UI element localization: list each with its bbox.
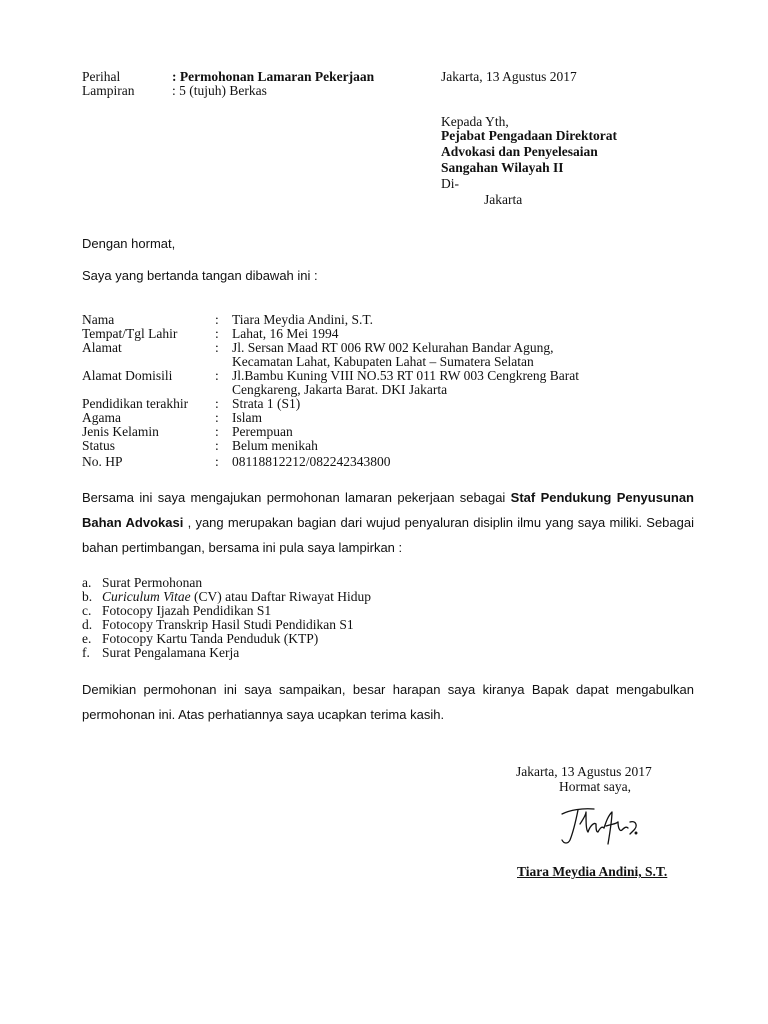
identity-value: Perempuan xyxy=(232,424,293,439)
identity-label: Jenis Kelamin xyxy=(82,424,159,439)
applied-position: Staf Pendukung Penyusunan Bahan Advokasi xyxy=(82,490,694,530)
identity-value: Jl. Sersan Maad RT 006 RW 002 Kelurahan Bandar Agung, xyxy=(232,340,554,355)
list-text: Surat Permohonan xyxy=(102,575,203,590)
identity-value-cont: Cengkareng, Jakarta Barat. DKI Jakarta xyxy=(232,382,448,397)
identity-value: Tiara Meydia Andini, S.T. xyxy=(232,312,373,327)
identity-value: Belum menikah xyxy=(232,438,318,453)
identity-label: Tempat/Tgl Lahir xyxy=(82,326,178,341)
list-marker: c. xyxy=(82,603,92,618)
identity-colon: : xyxy=(215,340,219,355)
list-marker: b. xyxy=(82,589,93,604)
signature-image xyxy=(556,800,646,852)
list-marker: e. xyxy=(82,631,92,646)
identity-colon: : xyxy=(215,368,219,383)
identity-value: Lahat, 16 Mei 1994 xyxy=(232,326,339,341)
perihal-value: : Permohonan Lamaran Pekerjaan xyxy=(172,69,375,84)
body-text-2: , yang merupakan bagian dari wujud penyaluran disiplin ilmu yang saya miliki. Sebagai bahan pertimbangan, bersama ini pula saya lampirkan : xyxy=(82,515,694,555)
identity-label: Nama xyxy=(82,312,115,327)
perihal-label: Perihal xyxy=(82,69,121,84)
list-text-italic: Curiculum Vitae xyxy=(102,589,191,604)
list-text: Surat Pengalamana Kerja xyxy=(102,645,240,660)
identity-colon: : xyxy=(215,396,219,411)
list-text-rest: (CV) atau Daftar Riwayat Hidup xyxy=(190,589,371,604)
closing-paragraph: Demikian permohonan ini saya sampaikan, besar harapan saya kiranya Bapak dapat mengabulkan permohonan ini. Atas perhatiannya saya ucapkan terima kasih. xyxy=(82,682,694,722)
signoff-hormat: Hormat saya, xyxy=(559,779,631,794)
signoff-date: Jakarta, 13 Agustus 2017 xyxy=(516,764,652,779)
list-text xyxy=(102,590,371,604)
list-marker: a. xyxy=(82,575,92,590)
identity-colon: : xyxy=(215,438,219,453)
identity-label: Agama xyxy=(82,410,121,425)
identity-label: Status xyxy=(82,438,116,453)
identity-colon: : xyxy=(215,410,219,425)
list-text: Fotocopy Kartu Tanda Penduduk (KTP) xyxy=(102,631,319,646)
identity-colon: : xyxy=(215,312,219,327)
letter-date: Jakarta, 13 Agustus 2017 xyxy=(441,69,577,84)
identity-value-cont: Kecamatan Lahat, Kabupaten Lahat – Sumatera Selatan xyxy=(232,354,534,369)
identity-colon: : xyxy=(215,424,219,439)
identity-label: No. HP xyxy=(82,454,123,469)
identity-label: Alamat Domisili xyxy=(82,368,173,383)
recipient-line-2: Advokasi dan Penyelesaian xyxy=(441,144,598,159)
body-text-1: Bersama ini saya mengajukan permohonan lamaran pekerjaan sebagai xyxy=(82,490,511,505)
signoff-name: Tiara Meydia Andini, S.T. xyxy=(517,864,668,879)
list-text: Fotocopy Ijazah Pendidikan S1 xyxy=(102,603,272,618)
identity-label: Alamat xyxy=(82,340,122,355)
recipient-di: Di- xyxy=(441,176,459,191)
recipient-city: Jakarta xyxy=(484,192,523,207)
identity-label: Pendidikan terakhir xyxy=(82,396,189,411)
recipient-kepada: Kepada Yth, xyxy=(441,114,509,129)
body-paragraph xyxy=(82,485,694,560)
lampiran-value: : 5 (tujuh) Berkas xyxy=(172,83,267,98)
list-text: Fotocopy Transkrip Hasil Studi Pendidikan S1 xyxy=(102,617,354,632)
recipient-line-1: Pejabat Pengadaan Direktorat xyxy=(441,128,617,143)
list-marker: f. xyxy=(82,645,90,660)
identity-colon: : xyxy=(215,326,219,341)
greeting: Dengan hormat, xyxy=(82,236,176,251)
list-marker: d. xyxy=(82,617,93,632)
intro-line: Saya yang bertanda tangan dibawah ini : xyxy=(82,268,318,283)
identity-value: Islam xyxy=(232,410,262,425)
recipient-line-3: Sangahan Wilayah II xyxy=(441,160,564,175)
lampiran-label: Lampiran xyxy=(82,83,135,98)
identity-value: Strata 1 (S1) xyxy=(232,396,301,411)
identity-colon: : xyxy=(215,454,219,469)
identity-value: Jl.Bambu Kuning VIII NO.53 RT 011 RW 003 Cengkreng Barat xyxy=(232,368,580,383)
identity-value: 08118812212/082242343800 xyxy=(232,454,391,469)
